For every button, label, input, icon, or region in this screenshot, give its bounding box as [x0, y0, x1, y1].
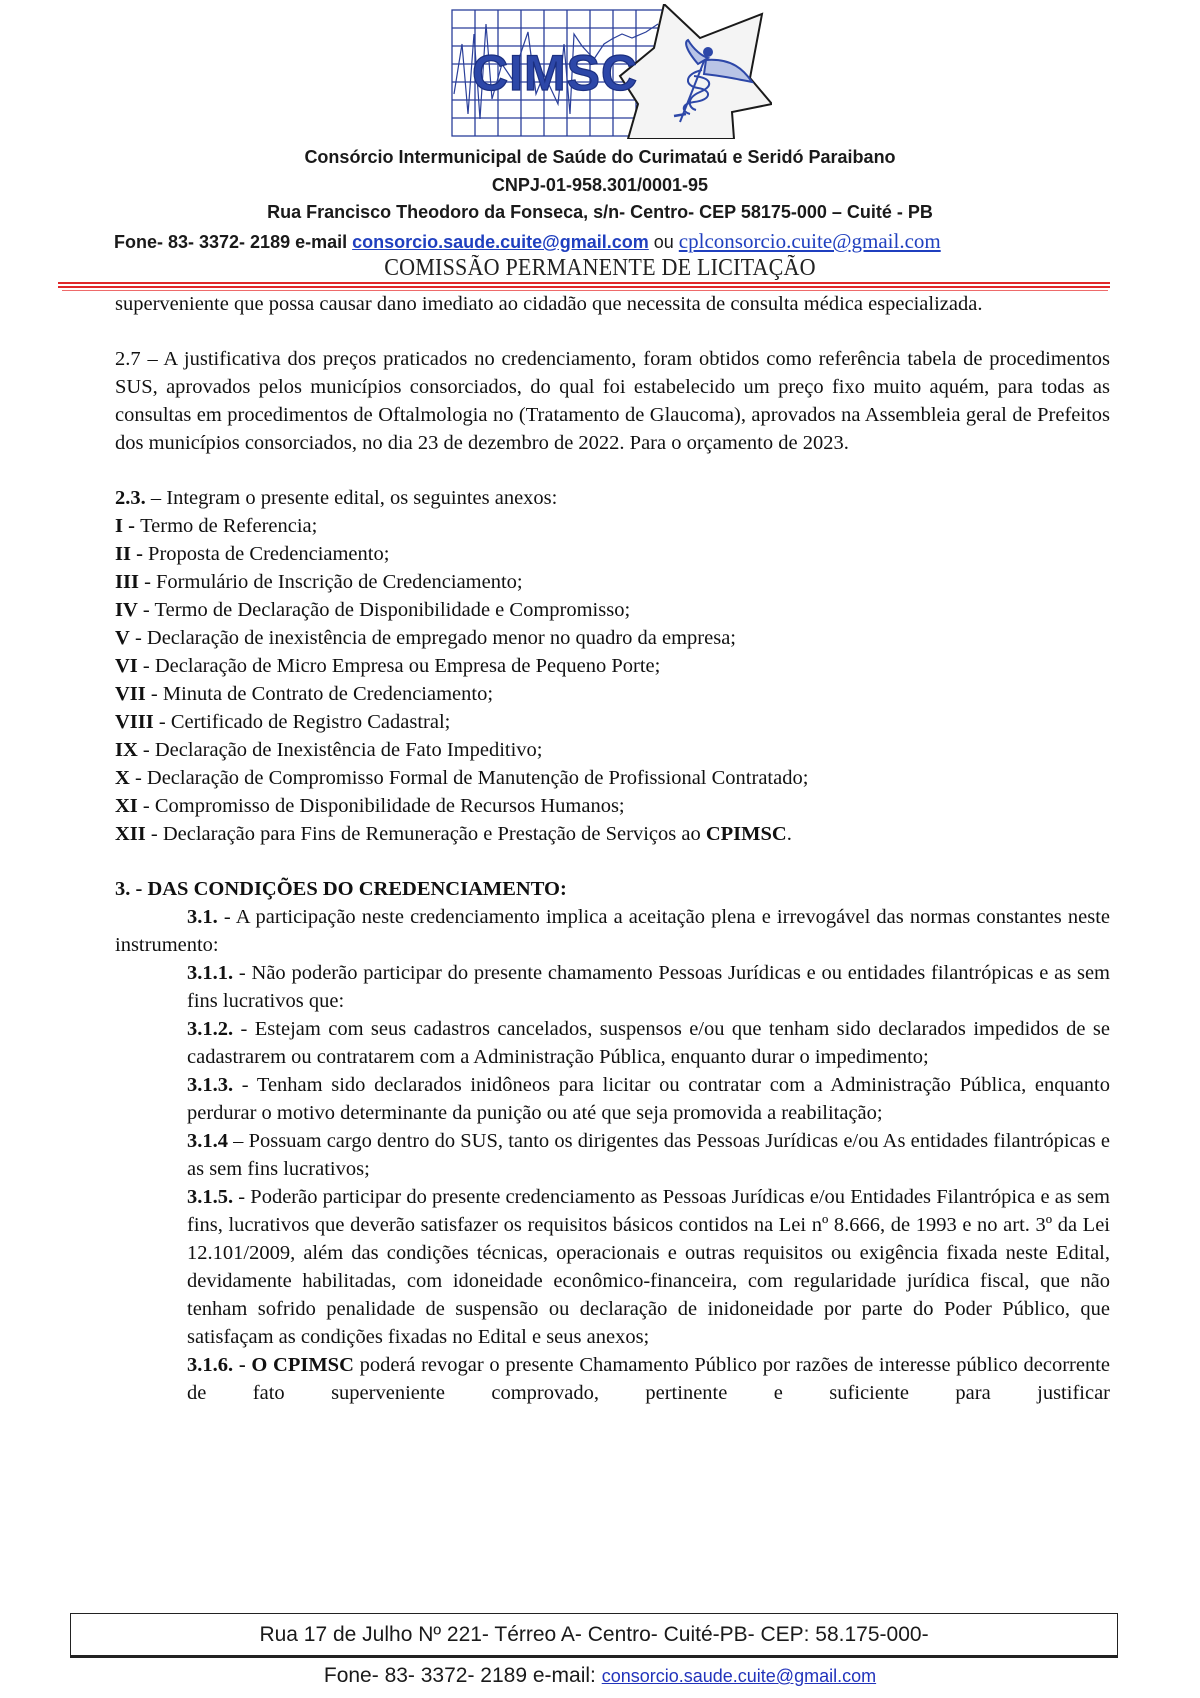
annex-numeral: IX — [115, 739, 138, 761]
annex-numeral: II — [115, 543, 131, 565]
email-primary-link[interactable]: consorcio.saude.cuite@gmail.com — [352, 232, 649, 252]
cimsc-logo — [432, 4, 772, 139]
annex-text: Declaração para Fins de Remuneração e Prestação de Serviços ao — [162, 823, 706, 845]
org-contact — [114, 229, 941, 254]
document-body — [115, 290, 1110, 1407]
annex-item — [115, 568, 1110, 596]
annex-sep: - — [137, 739, 155, 761]
annex-sep: - — [145, 823, 163, 845]
annex-item — [115, 512, 1110, 540]
clause-number: 3.1.4 — [187, 1130, 228, 1152]
clause-text: - Poderão participar do presente credenciamento as Pessoas Jurídicas e/ou Entidades Filantrópica e as sem fins, lucrativos que deverão satisfazer os requisitos básicos contidos na Lei nº 8.666, de 1993 e no art. 3º da Lei 12.101/2009, além das condições técnicas, operacionais e outras requisitos ou exigência fixada neste Edital, devidamente habilitadas, com idoneidade econômico-financeira, com regularidade jurídica fiscal, que não tenham sofrido penalidade de suspensão ou declaração de inidoneidade por parte do Poder Público, que satisfaçam as condições fixadas no Edital e seus anexos; — [187, 1186, 1110, 1348]
footer-contact — [0, 1664, 1200, 1688]
clause-number: 3.1.2. — [187, 1018, 234, 1040]
clause-3-1-3 — [187, 1071, 1110, 1127]
annex-numeral: X — [115, 767, 130, 789]
clause-3-1-1 — [187, 959, 1110, 1015]
annex-text: Proposta de Credenciamento; — [148, 543, 390, 565]
annex-org-acronym: CPIMSC — [705, 823, 787, 845]
clause-3-1-2 — [187, 1015, 1110, 1071]
annex-item — [115, 540, 1110, 568]
clause-3-1-5 — [187, 1183, 1110, 1351]
annex-sep: - — [145, 683, 163, 705]
clause-number: 3.1.6. - O CPIMSC — [187, 1354, 354, 1376]
annex-text: Termo de Declaração de Disponibilidade e Compromisso; — [154, 599, 631, 621]
org-name: Consórcio Intermunicipal de Saúde do Curimataú e Seridó Paraibano — [304, 147, 896, 167]
annex-sep: - — [138, 571, 157, 593]
annex-text: Declaração de Micro Empresa ou Empresa de Pequeno Porte; — [154, 655, 661, 677]
clause-number: 3.1. — [187, 906, 218, 928]
email-separator: ou — [648, 232, 679, 252]
annex-sep: - — [129, 767, 147, 789]
footer-phone: Fone- 83- 3372- 2189 e-mail: — [323, 1664, 602, 1687]
annex-numeral: III — [115, 571, 139, 593]
annex-item — [115, 652, 1110, 680]
clause-number: 2.3. — [115, 487, 146, 509]
clause-text: - A participação neste credenciamento implica a aceitação plena e irrevogável das normas constantes neste instrumento: — [115, 906, 1110, 956]
annex-numeral: IV — [115, 599, 138, 621]
section-3-title: 3. - DAS CONDIÇÕES DO CREDENCIAMENTO: — [115, 878, 567, 900]
annex-numeral: I — [115, 515, 123, 537]
annex-text: Minuta de Contrato de Credenciamento; — [162, 683, 494, 705]
annex-item — [115, 820, 1110, 848]
annex-item — [115, 708, 1110, 736]
header-divider — [58, 282, 1110, 284]
clause-text: - Tenham sido declarados inidôneos para licitar ou contratar com a Administração Pública, enquanto perdurar o motivo determinante da punição ou até que seja promovida a reabilitação; — [187, 1074, 1110, 1124]
clause-3-1-6 — [187, 1351, 1110, 1407]
clause-number: 3.1.1. — [187, 962, 234, 984]
annex-item — [115, 624, 1110, 652]
subclauses-3-1 — [115, 959, 1110, 1407]
clause-text: - Estejam com seus cadastros cancelados, suspensos e/ou que tenham sido declarados impedidos de se cadastrarem ou contratarem com a Administração Pública, enquanto durar o impedimento; — [187, 1018, 1110, 1068]
paragraph-2-7: 2.7 – A justificativa dos preços praticados no credenciamento, foram obtidos como referência tabela de procedimentos SUS, aprovados pelos municípios consorciados, do qual foi estabelecido um preço fixo muito aquém, para todas as consultas em procedimentos de Oftalmologia no (Tratamento de Glaucoma), aprovados na Assembleia geral de Prefeitos dos municípios consorciados, no dia 23 de dezembro de 2022. Para o orçamento de 2023. — [115, 348, 1110, 454]
header-divider — [58, 286, 1110, 288]
annex-text: Certificado de Registro Cadastral; — [170, 711, 451, 733]
footer-email-link[interactable]: consorcio.saude.cuite@gmail.com — [601, 1666, 877, 1686]
annex-text: Declaração de inexistência de empregado menor no quadro da empresa; — [146, 627, 736, 649]
annex-item — [115, 736, 1110, 764]
logo-graphic — [432, 4, 772, 139]
clause-number: 3.1.3. — [187, 1074, 234, 1096]
clause-3-1-4 — [187, 1127, 1110, 1183]
annex-text: Declaração de Inexistência de Fato Impeditivo; — [154, 739, 543, 761]
clause-text: – Integram o presente edital, os seguintes anexos: — [145, 487, 558, 509]
annex-sep: - — [129, 627, 147, 649]
phone-label: Fone- 83- 3372- 2189 e-mail — [114, 232, 353, 252]
paragraph-2-3 — [115, 484, 1110, 512]
annex-numeral: XI — [115, 795, 138, 817]
clause-text: - Não poderão participar do presente chamamento Pessoas Jurídicas e ou entidades filantrópicas e as sem fins lucrativos que: — [187, 962, 1110, 1012]
annex-numeral: VIII — [115, 711, 154, 733]
annex-numeral: VII — [115, 683, 146, 705]
footer-address-box — [70, 1613, 1118, 1658]
annex-text: Termo de Referencia; — [140, 515, 318, 537]
annex-sep: - — [137, 655, 155, 677]
annex-numeral: V — [115, 627, 130, 649]
svg-text:CIMSC: CIMSC — [472, 45, 639, 101]
annex-sep: - — [137, 795, 155, 817]
annex-sep: - — [130, 543, 149, 565]
annex-text: Declaração de Compromisso Formal de Manutenção de Profissional Contratado; — [146, 767, 809, 789]
annex-list — [115, 512, 1110, 848]
email-secondary-link[interactable]: cplconsorcio.cuite@gmail.com — [678, 229, 941, 253]
clause-number: 3.1.5. — [187, 1186, 234, 1208]
annex-item — [115, 680, 1110, 708]
annex-numeral: XII — [115, 823, 146, 845]
annex-sep: - — [137, 599, 155, 621]
annex-sep: - — [153, 711, 171, 733]
footer-address: Rua 17 de Julho Nº 221- Térreo A- Centro- Cuité-PB- CEP: 58.175-000- — [259, 1622, 929, 1646]
clause-text: – Possuam cargo dentro do SUS, tanto os dirigentes das Pessoas Jurídicas e/ou As entidades filantrópicas e as sem fins lucrativos; — [187, 1130, 1110, 1180]
annex-sep: - — [122, 515, 141, 537]
clause-text: poderá revogar o presente Chamamento Público por razões de interesse público decorrente de fato superveniente comprovado, pertinente e suficiente para justificar — [187, 1354, 1110, 1404]
org-address: Rua Francisco Theodoro da Fonseca, s/n- Centro- CEP 58175-000 – Cuité - PB — [267, 202, 933, 222]
annex-text: Formulário de Inscrição de Credenciamento; — [156, 571, 523, 593]
commission-title: COMISSÃO PERMANENTE DE LICITAÇÃO — [384, 255, 816, 281]
clause-3-1 — [115, 903, 1110, 959]
annex-text-end: . — [786, 823, 792, 845]
annex-numeral: VI — [115, 655, 138, 677]
annex-text: Compromisso de Disponibilidade de Recursos Humanos; — [154, 795, 625, 817]
org-cnpj: CNPJ-01-958.301/0001-95 — [491, 175, 709, 195]
annex-item — [115, 764, 1110, 792]
paragraph-continuation: superveniente que possa causar dano imediato ao cidadão que necessita de consulta médica especializada. — [115, 293, 983, 315]
annex-item — [115, 792, 1110, 820]
annex-item — [115, 596, 1110, 624]
